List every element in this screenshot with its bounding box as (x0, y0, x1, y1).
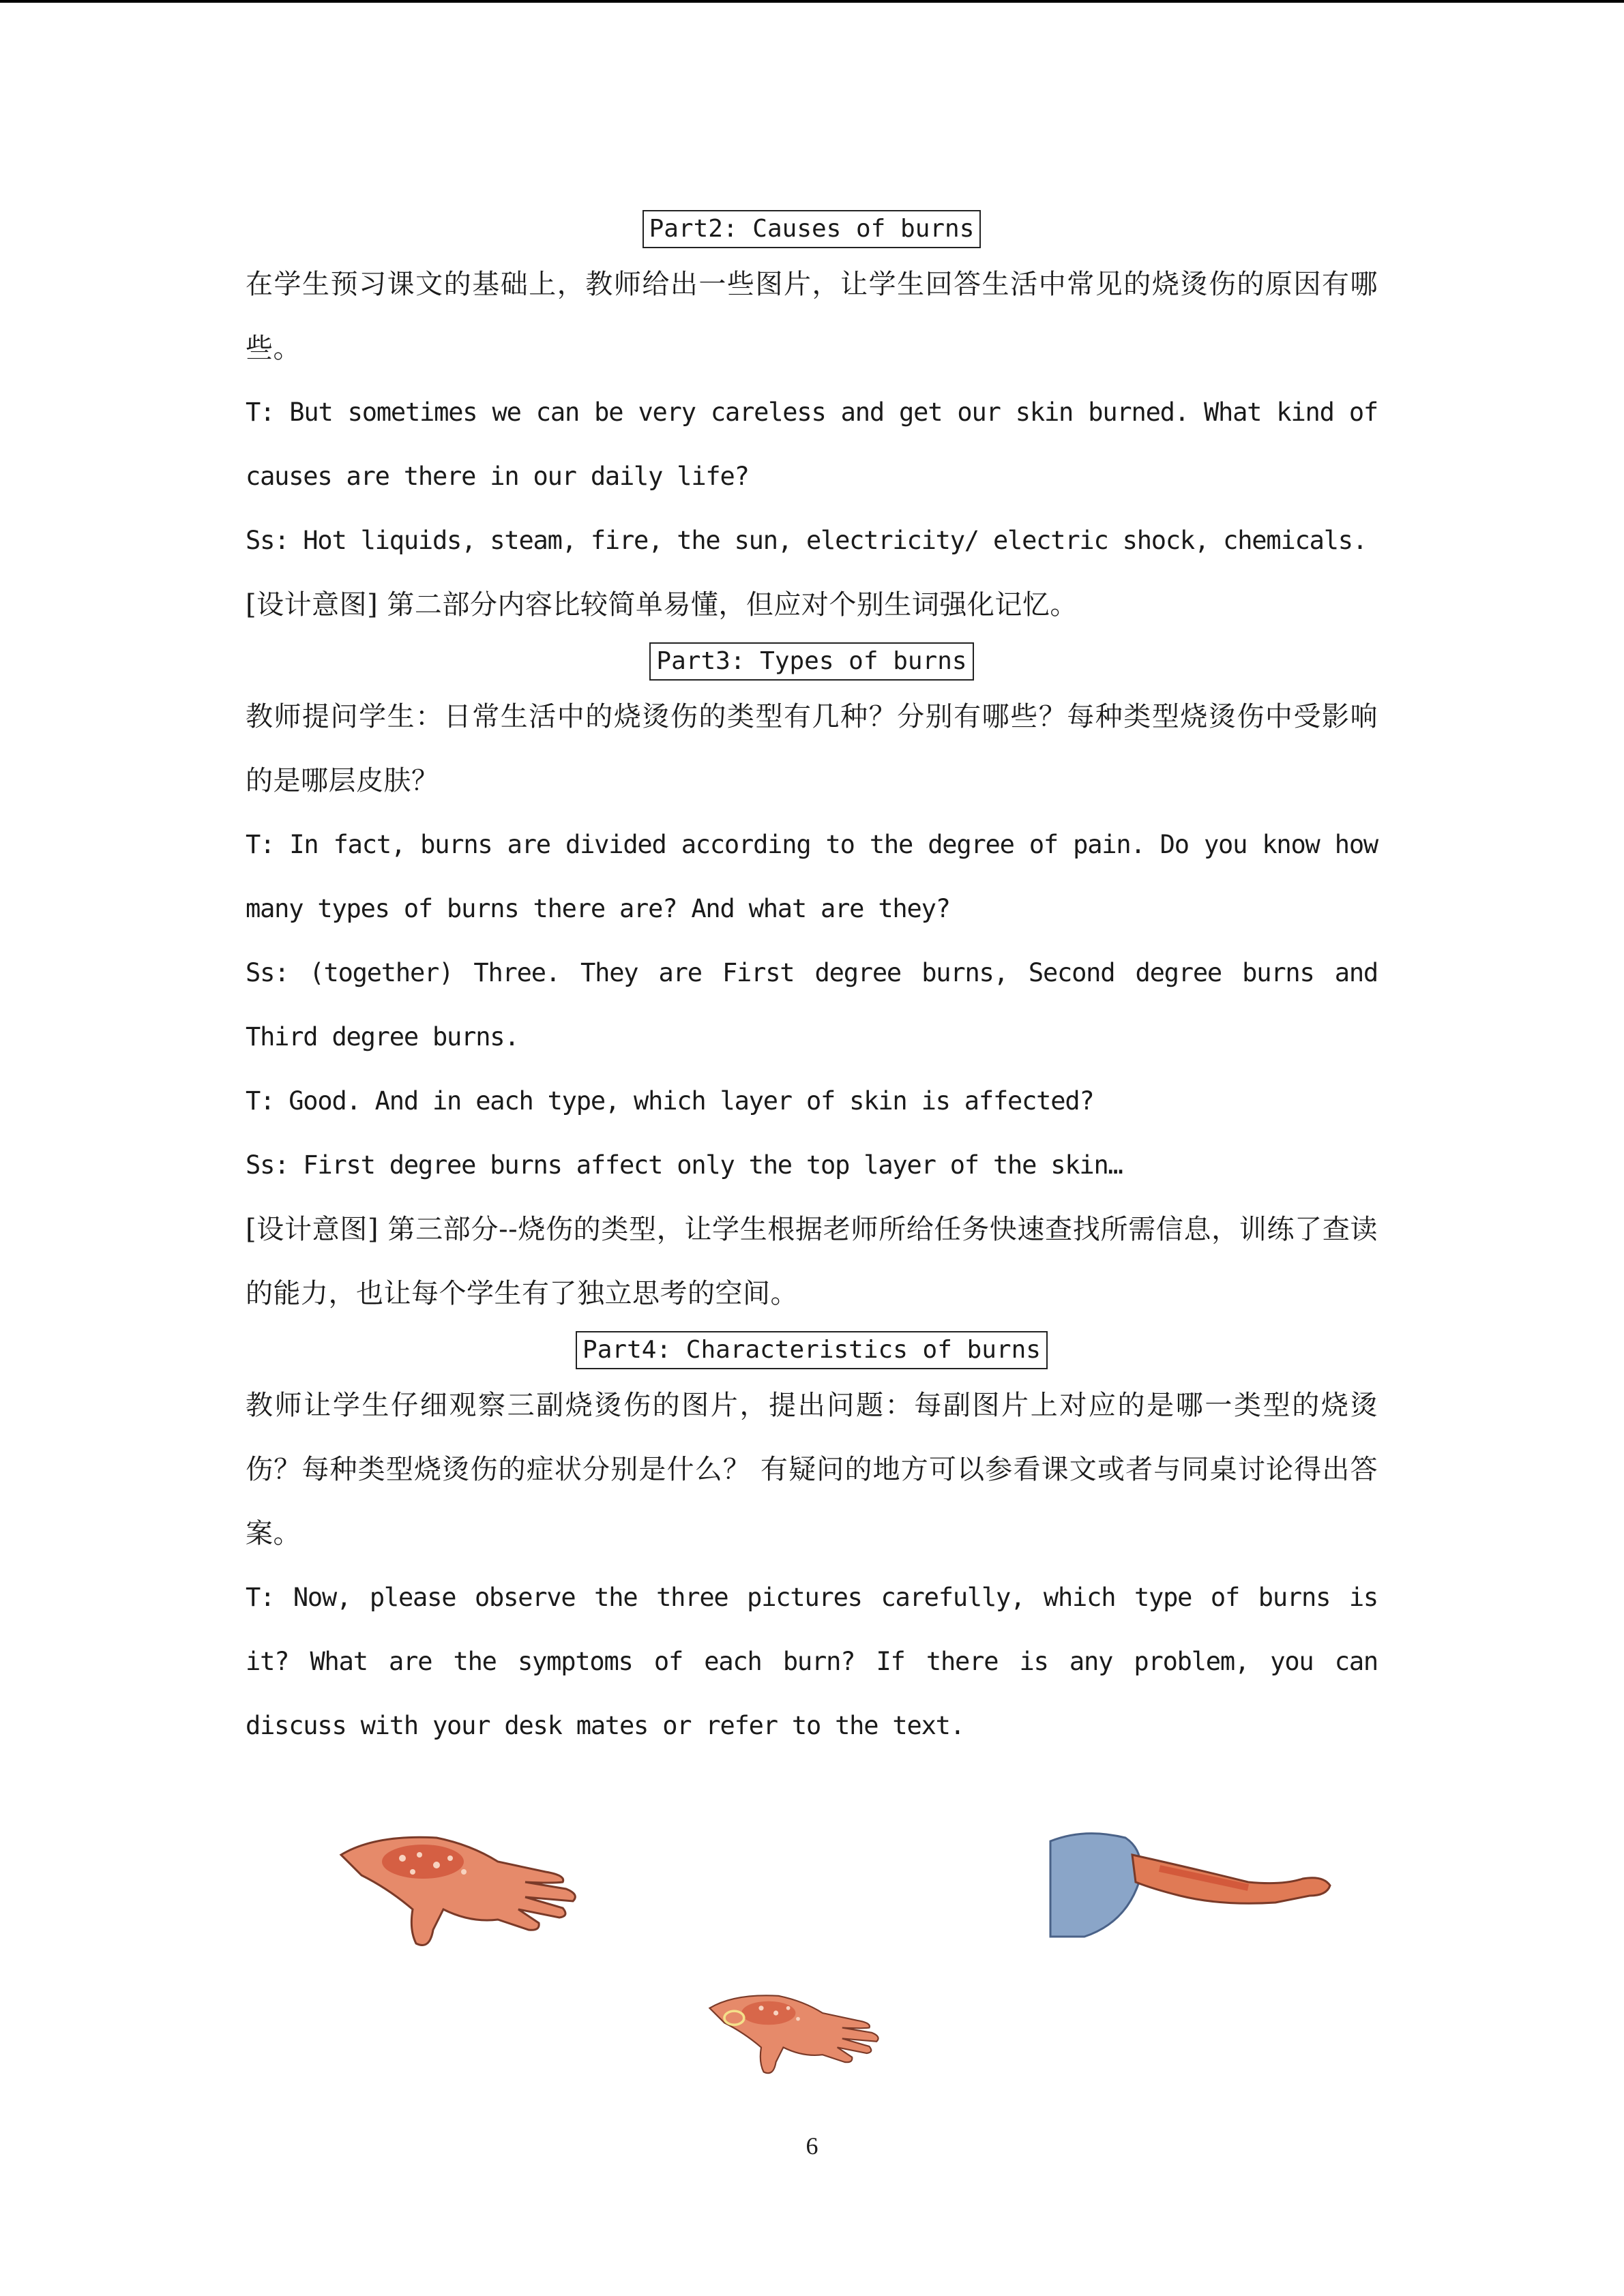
part2-heading: Part2: Causes of burns (643, 210, 981, 248)
part3-heading: Part3: Types of burns (649, 642, 973, 681)
part2-teacher-line: T: But sometimes we can be very careless and get our skin burned. What kind of causes are there in our daily life? (246, 398, 1378, 491)
burned-arm-illustration (1044, 1821, 1337, 1943)
part4-intro: 教师让学生仔细观察三副烧烫伤的图片，提出问题：每副图片上对应的是哪一类型的烧烫伤？每种类型烧烫伤的症状分别是什么？ 有疑问的地方可以参看课文或者与同桌讨论得出答案。 (246, 1390, 1378, 1549)
part2-heading-row (246, 205, 1378, 252)
part3-teacher-line-1: T: In fact, burns are divided according to the degree of pain. Do you know how many types of burns there are? And what are they? (246, 830, 1378, 923)
burned-hand-illustration-2 (675, 1964, 921, 2087)
part3-intro: 教师提问学生：日常生活中的烧烫伤的类型有几种？分别有哪些？每种类型烧烫伤中受影响的是哪层皮肤？ (246, 701, 1378, 796)
part3-students-line-2: Ss: First degree burns affect only the top layer of the skin… (246, 1150, 1123, 1180)
part3-design-intent: [设计意图] 第三部分--烧伤的类型，让学生根据老师所给任务快速查找所需信息，训练了查读的能力，也让每个学生有了独立思考的空间。 (246, 1214, 1378, 1309)
part4-heading-row (246, 1326, 1378, 1373)
part2-students-line: Ss: Hot liquids, steam, fire, the sun, electricity/ electric shock, chemicals. (246, 526, 1367, 555)
part3-heading-row (246, 637, 1378, 685)
document-body (246, 205, 1378, 1758)
part3-teacher-line-2: T: Good. And in each type, which layer of skin is affected? (246, 1086, 1094, 1116)
page-top-border (0, 0, 1624, 3)
part4-heading: Part4: Characteristics of burns (576, 1331, 1048, 1369)
page-number: 6 (806, 2132, 818, 2160)
part2-intro: 在学生预习课文的基础上，教师给出一些图片，让学生回答生活中常见的烧烫伤的原因有哪些。 (246, 269, 1378, 364)
part3-students-line-1: Ss: (together) Three. They are First degree burns, Second degree burns and Third degree burns. (246, 958, 1378, 1052)
part4-teacher-line: T: Now, please observe the three pictures carefully, which type of burns is it? What are the symptoms of each burn? If there is any problem, you can discuss with your desk mates or refer to the text. (246, 1583, 1378, 1740)
burned-hand-illustration-1 (293, 1807, 634, 1950)
part2-design-intent: [设计意图] 第二部分内容比较简单易懂，但应对个别生词强化记忆。 (246, 589, 1078, 621)
